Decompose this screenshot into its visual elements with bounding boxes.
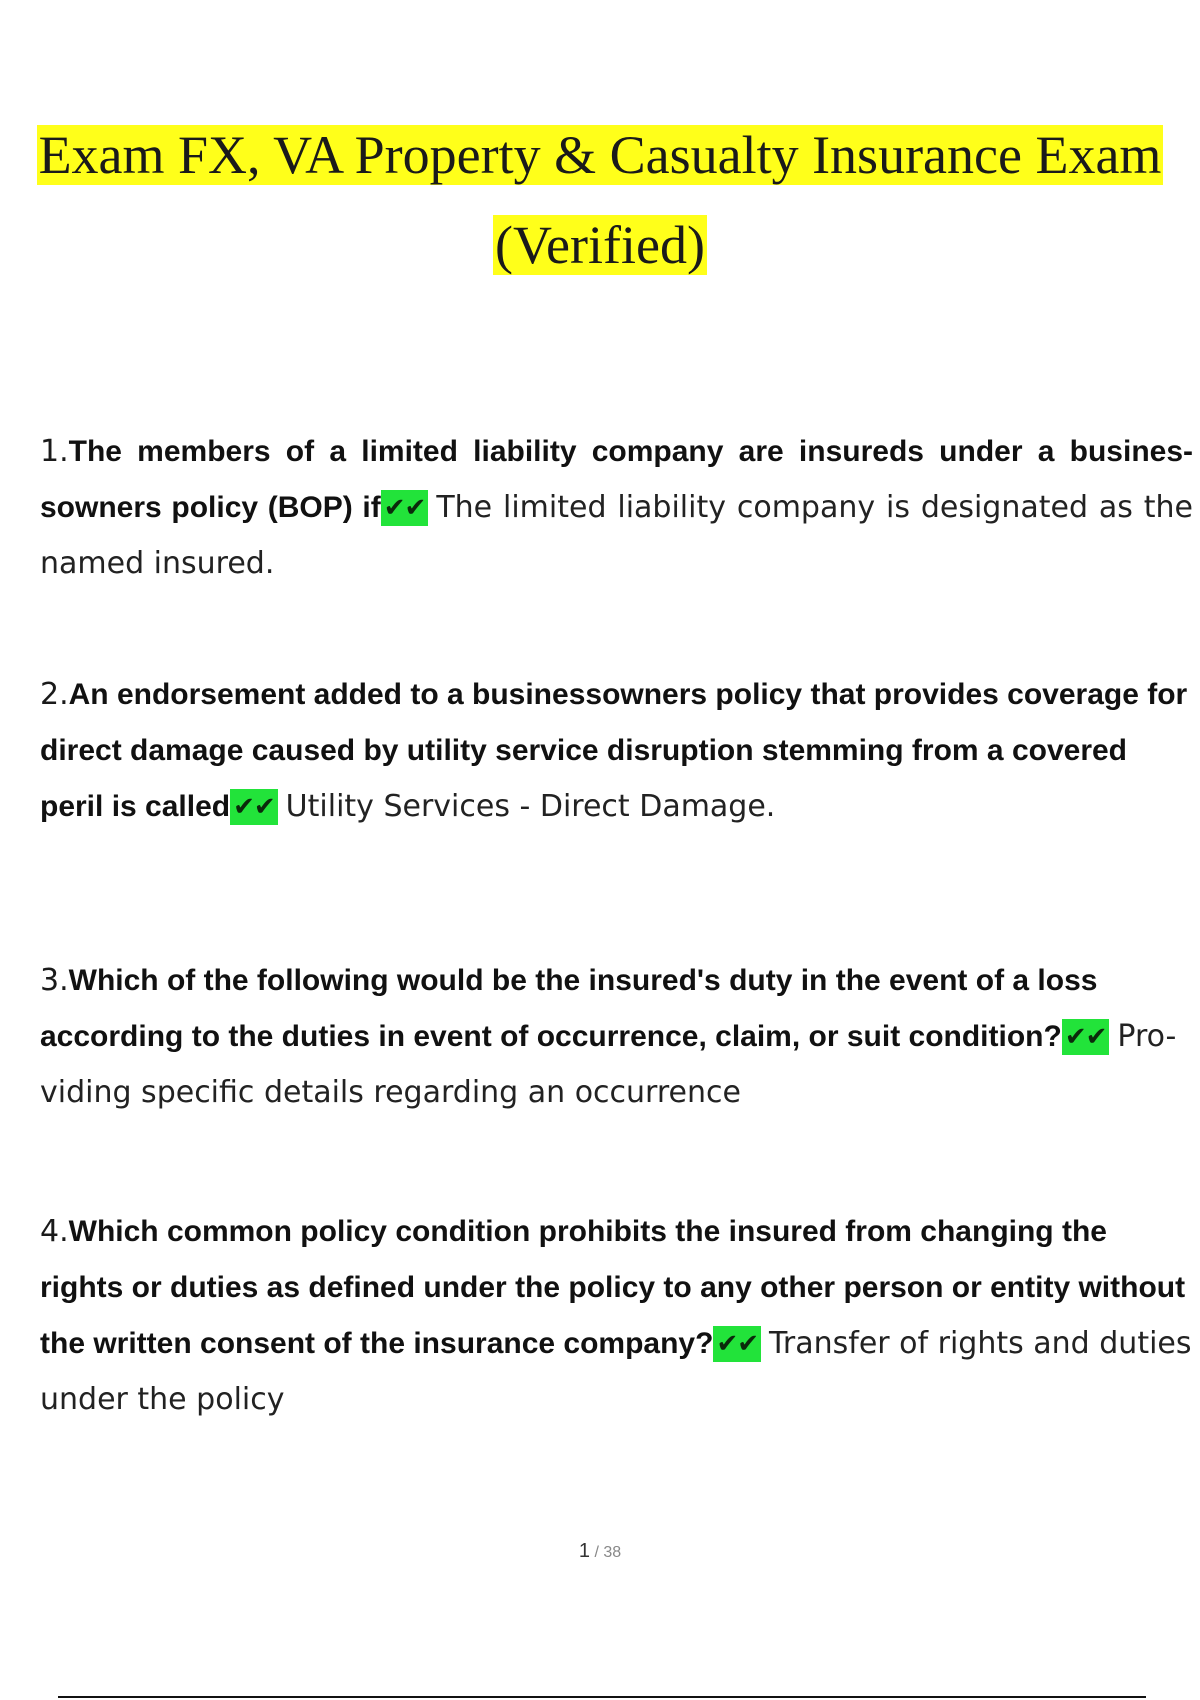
total-pages: / 38 xyxy=(594,1544,622,1561)
question-text: The members of a limited liability company are insureds under a busines- sowners policy (BOP) if xyxy=(40,435,1193,524)
document-title-verified-text: (Verified) xyxy=(495,215,705,275)
question-text: Which of the following would be the insured's duty in the event of a loss according to the duties in event of occurrence, claim, or suit condition? xyxy=(40,964,1098,1053)
page-bottom-divider xyxy=(58,1696,1146,1698)
qa-item-1 xyxy=(40,424,1193,592)
qa-item-2 xyxy=(40,667,1193,835)
question-text: An endorsement added to a businessowners policy that provides coverage for direct damage caused by utility service disruption stemming from a covered peril is called xyxy=(40,678,1188,823)
current-page-number: 1 xyxy=(578,1540,590,1562)
page-indicator xyxy=(0,1540,1200,1563)
document-title-text: Exam FX, VA Property & Casualty Insurance Exam xyxy=(38,125,1162,185)
qa-item-4 xyxy=(40,1204,1193,1428)
question-number: 2. xyxy=(40,677,69,712)
answer-text: Transfer of rights and duties under the policy xyxy=(40,1326,1192,1417)
qa-item-3 xyxy=(40,953,1193,1121)
answer-text: Pro- viding specific details regarding an occurrence xyxy=(40,1019,1177,1110)
check-mark-icon: ✔✔ xyxy=(1062,1019,1110,1055)
question-number: 4. xyxy=(40,1214,69,1249)
question-number: 1. xyxy=(40,434,69,469)
answer-text: Utility Services - Direct Damage. xyxy=(285,789,776,824)
question-number: 3. xyxy=(40,963,69,998)
check-mark-icon: ✔✔ xyxy=(381,490,429,526)
document-title-line-2 xyxy=(0,213,1200,277)
document-title-line-1 xyxy=(0,123,1200,187)
check-mark-icon: ✔✔ xyxy=(713,1326,761,1362)
answer-text: The limited liability company is designated as the named insured. xyxy=(40,490,1193,581)
check-mark-icon: ✔✔ xyxy=(230,789,278,825)
question-text: Which common policy condition prohibits the insured from changing the rights or duties as defined under the policy to any other person or entity without the written consent of the insurance company? xyxy=(40,1215,1186,1360)
